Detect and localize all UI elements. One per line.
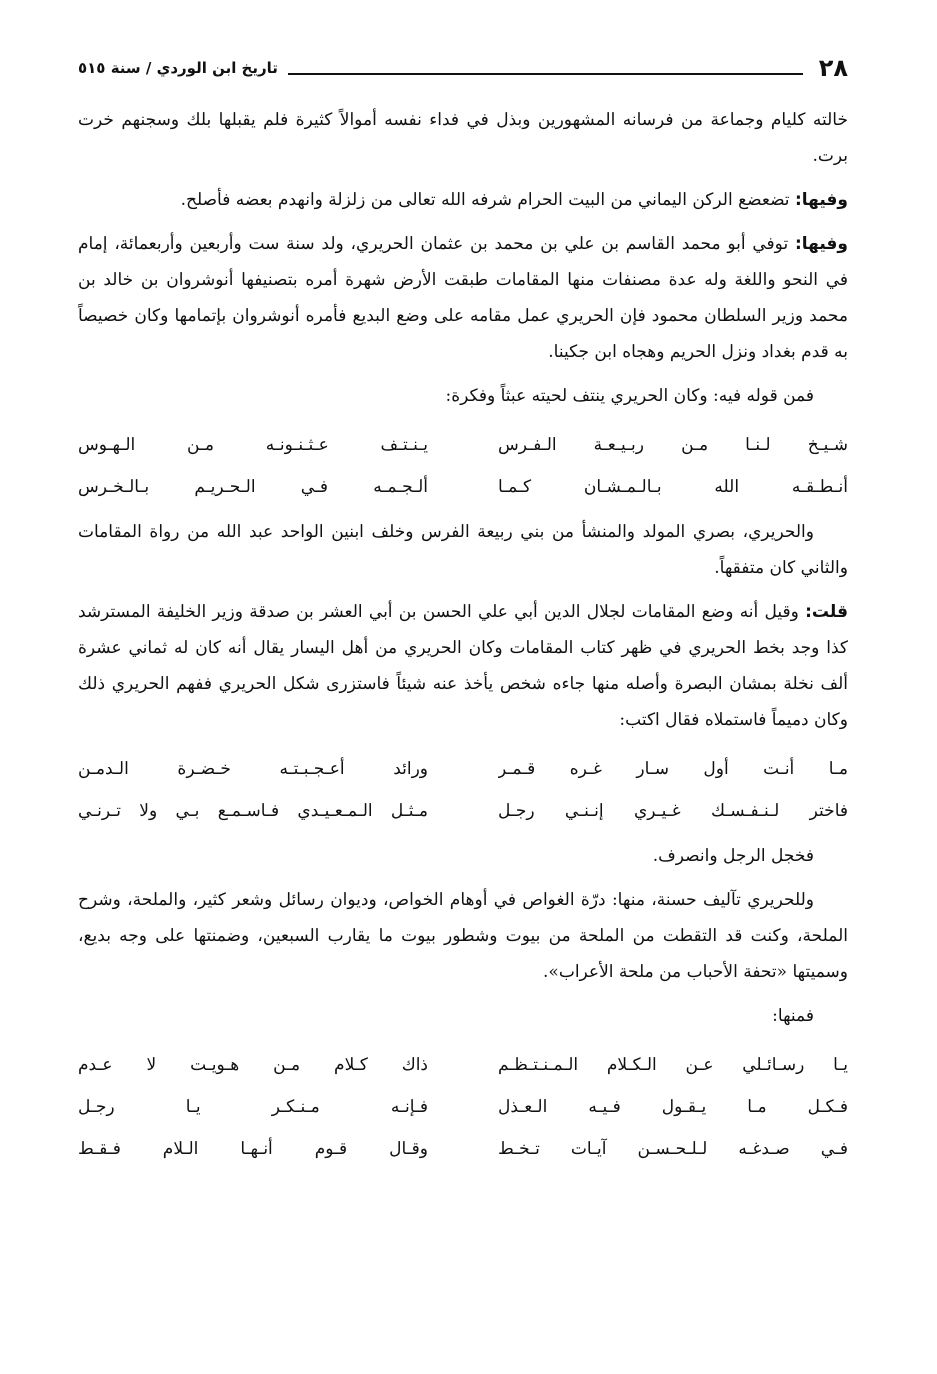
verse-first-hemistich: فاختر لـنـفـسـك غـيـري إنـنـي رجـل [498, 801, 848, 821]
verse-line [78, 1044, 848, 1086]
paragraph [78, 378, 848, 414]
verse-second-hemistich: ورائد أعـجـبـتـه خـضـرة الـدمـن [78, 759, 428, 779]
paragraph-text: فمن قوله فيه: وكان الحريري ينتف لحيته عبثاً وفكرة: [445, 386, 814, 406]
verse-line [78, 1086, 848, 1128]
poem-block [78, 748, 848, 832]
paragraph-text: تضعضع الركن اليماني من البيت الحرام شرفه الله تعالى من زلزلة وانهدم بعضه فأصلح. [180, 190, 795, 210]
verse-line [78, 1128, 848, 1170]
verse-second-hemistich: فـإنـه مـنـكـر يـا رجـل [78, 1097, 428, 1117]
paragraph-lead: قلت: [805, 602, 848, 622]
paragraph-text: وللحريري تآليف حسنة، منها: درّة الغواص في أوهام الخواص، وديوان رسائل وشعر كثير، والملحة، وشرح الملحة، وكنت قد التقطت من الملحة من بيوت وشطور بيوت ما يقارب السبعين، وضمنتها على وجه بديع، وسميتها «تحفة الأحباب من ملحة الأعراب». [78, 890, 848, 982]
paragraph [78, 594, 848, 738]
verse-second-hemistich: ألـجـمـه فـي الـحـريـم بـالـخـرس [78, 477, 428, 497]
paragraph [78, 838, 848, 874]
verse-first-hemistich: أنـطـقـه الله بـالـمـشـان كـمـا [498, 477, 848, 497]
verse-second-hemistich: وقـال قـوم أنـهـا الـلام فـقـط [78, 1139, 428, 1159]
page-number: ٢٨ [818, 54, 848, 82]
verse-second-hemistich: يـنـتـف عـثـنـونـه مـن الـهـوس [78, 435, 428, 455]
verse-second-hemistich: ذاك كـلام مـن هـويـت لا عـدم [78, 1055, 428, 1075]
running-title: تاريخ ابن الوردي / سنة ٥١٥ [78, 59, 278, 77]
verse-line [78, 424, 848, 466]
paragraph-text: فخجل الرجل وانصرف. [652, 846, 814, 866]
verse-first-hemistich: فـكـل مـا يـقـول فـيـه الـعـذل [498, 1097, 848, 1117]
paragraph [78, 998, 848, 1034]
paragraph-lead: وفيها: [794, 190, 848, 210]
verse-first-hemistich: فـي صـدغـه لـلـحـسـن آيـات تـخـط [498, 1139, 848, 1159]
book-page [78, 48, 848, 1176]
page-body [78, 102, 848, 1170]
verse-first-hemistich: مـا أنـت أول سـار غـره قـمـر [498, 759, 848, 779]
paragraph-text: وقيل أنه وضع المقامات لجلال الدين أبي علي الحسن بن أبي العشر بن صدقة وزير الخليفة المسترشد كذا وجد بخط الحريري في ظهر كتاب المقامات وكان الحريري من أهل اليسار يقال أنه كان له ثماني عشرة ألف نخلة بمشان البصرة وأصله منها جاءه شخص يأخذ عنه شيئاً فاستزرى شكل الحريري ففهم الحريري ذلك وكان دميماً فاستملاه فقال اكتب: [78, 602, 848, 730]
paragraph-lead: وفيها: [794, 234, 848, 254]
paragraph-text: توفي أبو محمد القاسم بن علي بن محمد بن عثمان الحريري، ولد سنة ست وأربعين وأربعمائة، إمام في النحو واللغة وله عدة مصنفات منها المقامات طبقت الأرض شهرة أمره بتصنيفها أنوشروان بن خالد بن محمد وزير السلطان محمود فإن الحريري عمل مقامه على وضع البديع فأمره أنوشروان بإتمامها وكان خصيصاً به قدم بغداد ونزل الحريم وهجاه ابن جكينا. [78, 234, 848, 362]
paragraph-text: خالته كليام وجماعة من فرسانه المشهورين وبذل في فداء نفسه أموالاً كثيرة فلم يقبلها بلك وسجنهم خرت برت. [78, 110, 848, 166]
verse-line [78, 748, 848, 790]
paragraph [78, 182, 848, 218]
paragraph-text: فمنها: [772, 1006, 814, 1026]
verse-first-hemistich: شـيـخ لـنـا مـن ربـيـعـة الـفـرس [498, 435, 848, 455]
verse-first-hemistich: يـا رسـائـلي عـن الـكـلام الـمـنـتـظـم [498, 1055, 848, 1075]
header-rule [288, 73, 803, 75]
verse-line [78, 790, 848, 832]
verse-second-hemistich: مـثـل الـمـعـيـدي فـاسـمـع بـي ولا تـرنـي [78, 801, 428, 821]
paragraph [78, 102, 848, 174]
verse-line [78, 466, 848, 508]
paragraph-text: والحريري، بصري المولد والمنشأ من بني ربيعة الفرس وخلف ابنين الواحد عبد الله من رواة المقامات والثاني كان متفقهاً. [78, 522, 848, 578]
paragraph [78, 882, 848, 990]
poem-block [78, 424, 848, 508]
paragraph [78, 514, 848, 586]
page-header [78, 48, 848, 88]
paragraph [78, 226, 848, 370]
poem-block [78, 1044, 848, 1170]
